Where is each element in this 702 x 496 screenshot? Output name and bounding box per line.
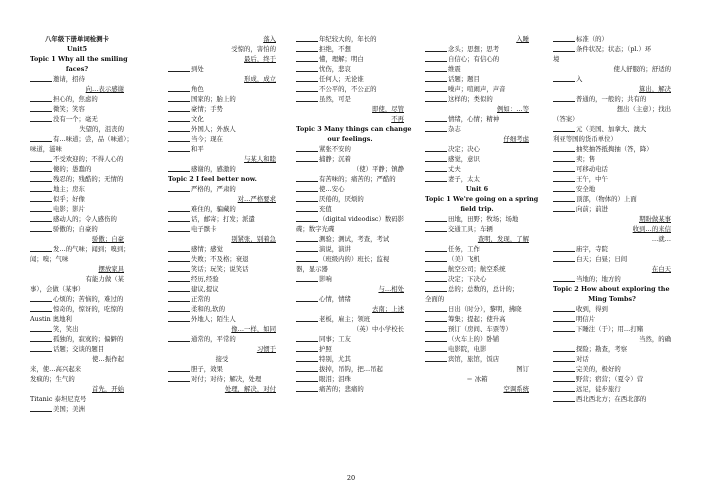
vocab-line: 条件状况；状态；（pl.）环 [553, 44, 671, 54]
vocab-line: 有…味道；尝，品（味道）； [30, 134, 124, 144]
vocab-line: 特别，尤其 [296, 354, 404, 364]
vocab-line: 像…一样，如同 [231, 325, 276, 333]
vocab-line: 忧伤，悲哀 [296, 64, 404, 74]
vocab-line: 算出，解决 [639, 85, 671, 93]
vocab-line: 拔掉，吊钩，把…吊起 [296, 364, 404, 374]
vocab-line: 收到…的来信 [632, 225, 671, 233]
vocab-line: 宾馆，旅馆，饭店 [425, 354, 529, 364]
vocab-line: 柔和的,软的 [168, 304, 276, 314]
vocab-line: 向…表示感谢 [85, 85, 124, 93]
vocab-line: 收到，得到 [553, 304, 671, 314]
vocab-line: 野营；宿营；（夏令）营 [553, 374, 671, 384]
vocab-line: 感动人的；令人感伤的 [30, 214, 124, 224]
vocab-line: 当今；现在 [168, 134, 276, 144]
vocab-line: 发疯的；生气的 [30, 375, 75, 383]
vocab-line: 惊奇的，惊讶的，吃惊的 [30, 304, 124, 314]
vocab-line: 卖；售 [553, 154, 671, 164]
vocab-line: （digital videodisc）数码影 [296, 214, 404, 224]
vocab-line: 交通工具；车辆 [425, 224, 529, 234]
vocab-line: 去南；上述 [372, 305, 404, 313]
section-heading: faces? [65, 65, 89, 73]
section-heading: our feelings. [327, 135, 373, 143]
vocab-line: 电影；影片 [30, 204, 124, 214]
vocab-line: 来，使…高兴起来 [30, 365, 82, 373]
vocab-line: （班级内的）班长；监视 [296, 254, 404, 264]
vocab-line: 感谢的，感激的 [168, 164, 276, 174]
vocab-line: 虽然，可是 [296, 94, 404, 104]
vocab-line: 任务，工作 [425, 244, 529, 254]
vocab-line: 预订（房间、车票等） [425, 324, 529, 334]
vocab-line: 经历,经验 [168, 274, 276, 284]
vocab-line: 对付；对待；解决，处理 [168, 374, 276, 384]
vocab-line: 与…相处 [378, 285, 404, 293]
vocab-line: 紧张不安的 [296, 144, 404, 154]
vocab-line: 境 [553, 55, 560, 63]
vocab-line: 自信心；有信心的 [425, 54, 529, 64]
vocab-line: 筹集；提起；使升高 [425, 314, 529, 324]
vocab-line: 不受欢迎的；不得人心的 [30, 154, 124, 164]
vocab-line: 事），会做（某事） [30, 285, 85, 293]
column-1 [30, 34, 133, 414]
vocab-line: 演说，演讲 [296, 244, 404, 254]
vocab-line: 到处 [168, 64, 276, 74]
vocab-line: 话题；交谈的题目 [30, 344, 124, 354]
vocab-line: 拒绝，不想 [296, 44, 404, 54]
vocab-line: 眼泪；泪珠 [296, 374, 404, 384]
vocab-line: 接受 [215, 355, 229, 363]
vocab-line: 维震 [425, 64, 529, 74]
vocab-line: 邀请，招待 [30, 74, 124, 84]
vocab-line: 厌倦的，厌烦的 [296, 194, 404, 204]
vocab-line: 护照 [296, 344, 404, 354]
vocab-line: 捕静；沉着 [296, 154, 404, 164]
vocab-line: 摆放家具 [98, 265, 124, 273]
vocab-line: 普通的，一般的；共有的 [553, 94, 671, 104]
vocab-line: 例如：…等 [497, 105, 529, 113]
vocab-line: 受惊的，害怕的 [231, 45, 276, 53]
vocab-line: 感觉，意识 [425, 154, 529, 164]
vocab-line: 与某人和睦 [244, 155, 276, 163]
column-5 [553, 34, 671, 404]
vocab-line: 情绪，心情；精神 [425, 114, 529, 124]
vocab-line: 笑，笑出 [30, 324, 124, 334]
vocab-line: （使）平静；镇静 [352, 165, 404, 173]
section-heading: field trip. [460, 205, 494, 213]
vocab-line: 地主；房东 [30, 184, 124, 194]
topic-heading: Topic 2 I feel better now. [168, 175, 257, 183]
vocab-line: 不再 [391, 115, 404, 123]
vocab-line: 骄傲；自豪 [92, 235, 124, 243]
vocab-line: 和平 [168, 144, 276, 154]
vocab-line: 严格的，严肃的 [168, 184, 276, 194]
vocab-line: 电影院，电影 [425, 344, 529, 354]
vocab-line: 在白天 [651, 265, 671, 273]
column-4 [425, 34, 539, 394]
vocab-line: （英）中小学校长 [352, 325, 404, 333]
vocab-line: 使人舒服的；舒适的 [613, 65, 671, 73]
vocab-line: 念头；思想；思考 [425, 44, 529, 54]
section-heading: Ming Tombs? [588, 295, 636, 303]
vocab-line: 标准（的） [553, 34, 671, 44]
vocab-line: 通常的，平常的 [168, 334, 276, 344]
vocab-line: 妻子，太太 [425, 174, 529, 184]
vocab-line: 骄傲的；自豪的 [30, 224, 124, 234]
topic-heading: Topic 2 How about exploring the [553, 285, 670, 293]
vocab-line: 文化 [168, 114, 276, 124]
vocab-line: 外地人；陌生人 [168, 314, 276, 324]
vocab-line: 傻的；愚蠢的 [30, 164, 124, 174]
vocab-line: ＝ 冰箱 [466, 375, 488, 383]
vocab-line: 白天；白昼；日间 [553, 254, 671, 264]
vocab-line: 似乎；好像 [30, 194, 124, 204]
vocab-line: 顶部，（物体的）上面 [553, 194, 671, 204]
vocab-line: 总的；总数的，总计的； [425, 284, 529, 294]
section-heading: Unit5 [66, 45, 88, 53]
column-2 [168, 34, 276, 394]
vocab-line: 美国；美洲 [30, 404, 124, 414]
vocab-line: 西北西北方；在西北部的 [553, 394, 671, 404]
vocab-line: 心情，情绪 [296, 294, 404, 304]
vocab-line: 有能力做（某 [85, 275, 124, 283]
vocab-line: 年纪较大的，年长的 [296, 34, 404, 44]
vocab-line: 味道，滋味 [30, 145, 62, 153]
vocab-line: 电子髌卡 [168, 224, 276, 234]
topic-heading: Topic 1 We're going on a spring [425, 195, 539, 203]
vocab-line: 杂志 [425, 124, 529, 134]
vocab-line: Austin 奥地利 [30, 315, 72, 323]
vocab-line: 探险；勘查，考察 [553, 344, 671, 354]
vocab-line: 豪情；手势 [168, 104, 276, 114]
vocab-line: 别紧张，别着急 [231, 235, 276, 243]
vocab-line: 难住的，骗藏的 [168, 204, 276, 214]
vocab-line: 王午，中午 [553, 174, 671, 184]
vocab-line: 最后，终于 [244, 55, 276, 63]
vocab-line: 失望的，沮丧的 [79, 125, 124, 133]
vocab-line: 国家的；胎上的 [168, 94, 276, 104]
vocab-line: 田地，田野；牧场；场地 [425, 214, 529, 224]
vocab-line: 有苦味的；痛苦的；严酷的 [296, 174, 404, 184]
column-3 [296, 34, 412, 394]
vocab-line: 懂，理解；明白 [296, 54, 404, 64]
vocab-line: 噪声；喧闹声，声音 [425, 84, 529, 94]
vocab-line: 习惯于 [256, 345, 276, 353]
vocab-line: 角色 [168, 84, 276, 94]
vocab-line: 心烦的；苦恼的，难过的 [30, 294, 124, 304]
vocab-line: 建议,提议 [168, 284, 276, 294]
vocab-line: 处理，解决，对付 [224, 385, 276, 393]
vocab-line: 这样的；类似的 [425, 94, 529, 104]
vocab-line: 可移动电话 [553, 164, 671, 174]
vocab-line: （美）飞机 [425, 254, 529, 264]
vocab-line: 利亚等国的货币单位） [553, 135, 617, 143]
vocab-line: 航空公司；航空系统 [425, 264, 529, 274]
vocab-line: 想出（主意）；找出 [616, 105, 671, 113]
vocab-line: 孤独的，寂寞的；偏僻的 [30, 334, 124, 344]
vocab-line: 即使，尽管 [372, 105, 404, 113]
vocab-line: 决定；下决心 [425, 274, 529, 284]
vocab-line: 残忍的；残酷的；无情的 [30, 174, 124, 184]
vocab-line: Titanic 泰坦尼克号 [30, 395, 87, 403]
vocab-line: 当然，的确 [639, 335, 671, 343]
vocab-line: 对…严格要求 [237, 195, 276, 203]
vocab-line: 日出（时分），黎明，拂晓 [425, 304, 529, 314]
vocab-line: 查明，发现，了解 [477, 235, 529, 243]
vocab-line: 话，邮寄；打发；派遣 [168, 214, 276, 224]
vocab-line: 任何人；无论谁 [296, 74, 404, 84]
vocab-line: 下睡注（于）；用…打赌 [553, 324, 671, 334]
section-heading: Unit 6 [465, 185, 489, 193]
vocab-line: 话题；题目 [425, 74, 529, 84]
topic-heading: Topic 1 Why all the smiling [30, 55, 128, 63]
topic-heading: Topic 3 Many things can change [296, 125, 412, 133]
vocab-line: 庙宇，寺院 [553, 244, 671, 254]
vocab-line: 发…的气味；闻到；嗅到； [30, 244, 124, 254]
vocab-line: 决定；决心 [425, 144, 529, 154]
vocab-line: 担心的，焦虑的 [30, 94, 124, 104]
vocab-line: 图订 [516, 365, 529, 373]
vocab-line: 期盼做某事 [639, 215, 671, 223]
page-number: 20 [346, 474, 356, 482]
vocab-line: （火车上的）卧铺 [425, 334, 529, 344]
vocab-line: 落入 [263, 35, 276, 43]
vocab-line: 当地的；地方的 [553, 274, 671, 284]
section-heading: 八年级下册单词检测卡 [45, 35, 109, 43]
vocab-line: 完美的，极好的 [553, 364, 671, 374]
vocab-line: 安全地 [553, 184, 671, 194]
vocab-line: 远足，徒步旅行 [553, 384, 671, 394]
vocab-line: 向前；前进 [553, 204, 671, 214]
vocab-line: 入 [553, 74, 671, 84]
vocab-line: 使…振作起 [92, 355, 124, 363]
vocab-line: 笑话；玩笑；说笑话 [168, 264, 276, 274]
vocab-line: 空调系统 [503, 385, 529, 393]
vocab-line: （答案） [553, 115, 579, 123]
vocab-line: 充值 [296, 204, 404, 214]
vocab-line: 感情；感觉 [168, 244, 276, 254]
vocab-line: 形成，成立 [244, 75, 276, 83]
vocab-line: 痛苦的；悲痛的 [296, 384, 404, 394]
vocab-line: 丈夫 [425, 164, 529, 174]
vocab-line: 不公平的，不公正的 [296, 84, 404, 94]
vocab-line: 正常的 [168, 294, 276, 304]
vocab-line: 微笑；笑容 [30, 104, 124, 114]
vocab-line: 胆子，效果 [168, 364, 276, 374]
vocab-line: 测验；测试，考查，考试 [296, 234, 404, 244]
vocab-line: 器，显示器 [296, 265, 328, 273]
vocab-line: 全面的 [425, 295, 445, 303]
vocab-line: 入睡 [516, 35, 529, 43]
vocab-line: 闻；嗅；气味 [30, 255, 69, 263]
vocab-line: 老板，雇主；领班 [296, 314, 404, 324]
vocab-line: 失败；不及格；衰退 [168, 254, 276, 264]
vocab-line: 影响 [296, 274, 404, 284]
vocab-line: 外国人；外族人 [168, 124, 276, 134]
vocab-line: 没有一个；毫无 [30, 114, 124, 124]
vocab-line: 明信片 [553, 314, 671, 324]
vocab-line: 元（美国、加拿大、澳大 [553, 124, 671, 134]
vocab-line: …就… [651, 235, 671, 243]
vocab-line: 碟；数字光碟 [296, 225, 335, 233]
vocab-line: 对话 [553, 354, 671, 364]
vocab-line: 同事；工友 [296, 334, 404, 344]
vocab-line: 首先，开始 [92, 385, 124, 393]
vocab-line: 抽奖抽答抵掏抽（答，降） [553, 144, 671, 154]
vocab-line: 使…安心 [296, 184, 404, 194]
vocab-line: 仔细考虑 [503, 135, 529, 143]
